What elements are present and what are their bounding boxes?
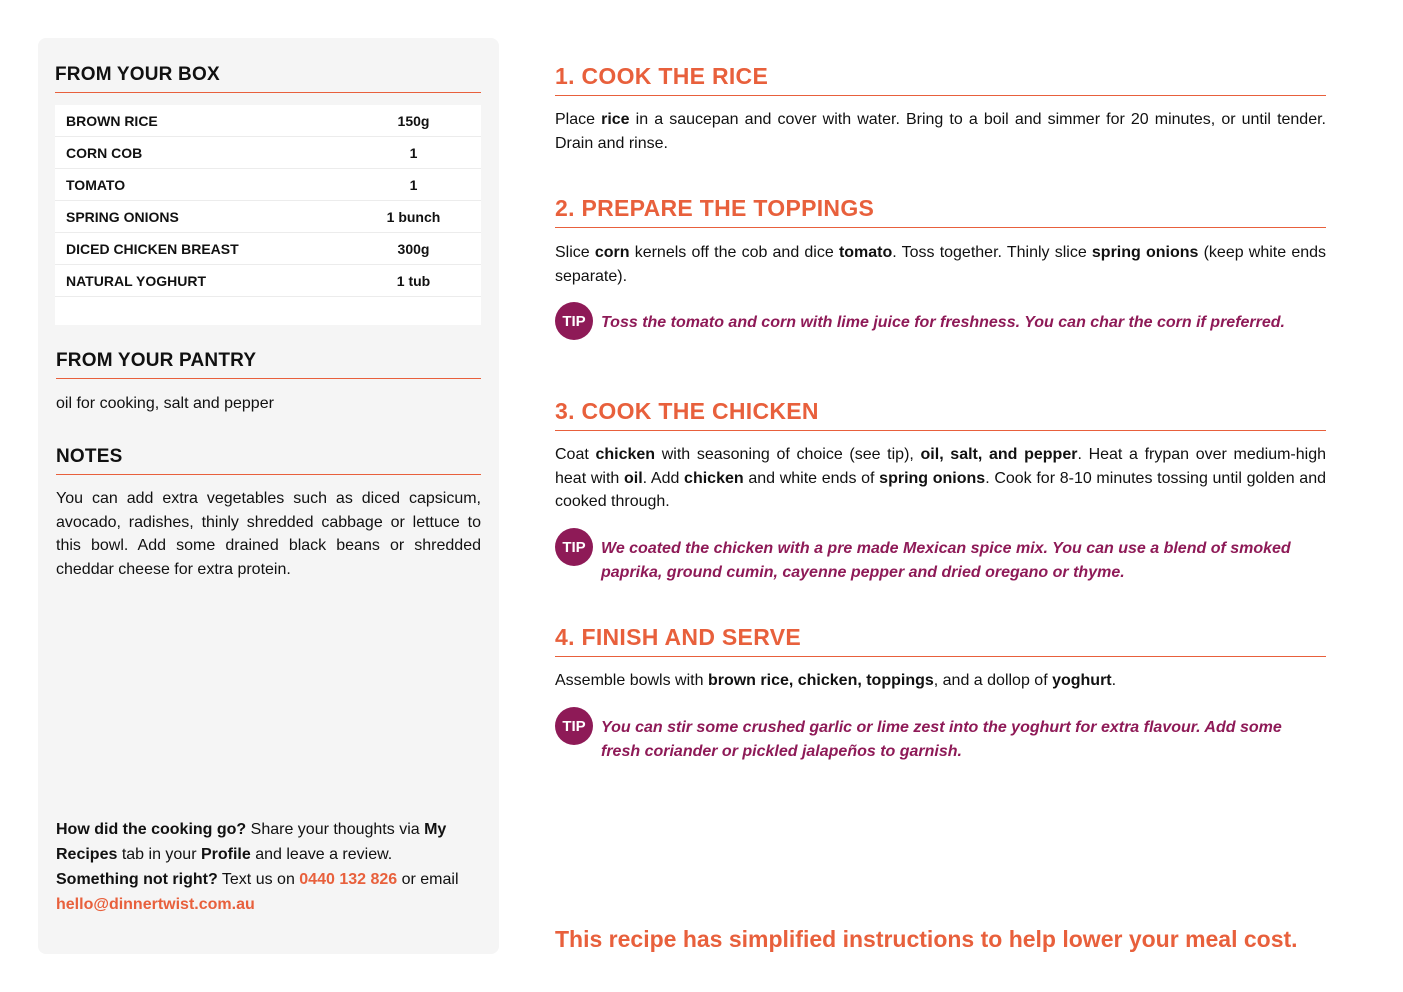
step-2-text (555, 241, 1326, 288)
notes-text: You can add extra vegetables such as diced capsicum, avocado, radishes, thinly shredded cabbage or lettuce to this bowl. Add some drained black beans or shredded cheddar cheese for extra protein. (56, 490, 481, 578)
feedback-text-part: Text us on (217, 871, 300, 888)
table-row (55, 137, 481, 169)
step-text-part: in a saucepan and cover with water. Bring to a boil and simmer for 20 minutes, or until tender. Drain and rinse. (555, 111, 1326, 152)
ingredient-name: NATURAL YOGHURT (66, 272, 206, 289)
ingredient-name: TOMATO (66, 176, 126, 193)
feedback-text-part: and leave a review. (250, 846, 393, 863)
email-link[interactable]: hello@dinnertwist.com.au (56, 896, 255, 913)
step-text-part: and white ends of (743, 469, 880, 487)
step-ingredient: oil, salt, and pepper (920, 446, 1078, 463)
step-ingredient: oil (623, 469, 643, 487)
step-ingredient: spring onions (1091, 244, 1199, 261)
phone-link[interactable]: 0440 132 826 (299, 871, 398, 888)
step-text-part: . (1111, 672, 1117, 689)
step-ingredient: brown rice, chicken, toppings (707, 672, 934, 689)
step-1-text (555, 108, 1326, 155)
step-3-title: 3. COOK THE CHICKEN (555, 398, 1326, 431)
ingredient-qty: 1 tub (396, 272, 431, 289)
table-row (55, 201, 481, 233)
tip-badge: TIP (555, 302, 593, 340)
step-2-title: 2. PREPARE THE TOPPINGS (555, 195, 1326, 228)
step-3-text (555, 443, 1326, 514)
step-ingredient: rice (601, 111, 630, 128)
notes-heading: NOTES (56, 446, 481, 475)
step-text-part: kernels off the cob and dice (629, 244, 839, 261)
tip-badge: TIP (555, 528, 593, 566)
step-4-title: 4. FINISH AND SERVE (555, 624, 1326, 657)
step-2-tip: Toss the tomato and corn with lime juice for freshness. You can char the corn if preferred. (601, 314, 1285, 331)
step-ingredient: tomato (838, 244, 893, 261)
step-text-part: . Heat a frypan over medium-high heat with (555, 446, 1327, 487)
step-3-tip: We coated the chicken with a pre made Mexican spice mix. You can use a blend of smoked paprika, ground cumin, cayenne pepper and dried oregano or thyme. (601, 540, 1291, 581)
step-ingredient: yoghurt (1052, 672, 1112, 689)
step-ingredient: corn (594, 244, 630, 261)
feedback-text-part: tab in your (117, 846, 201, 863)
step-text-part: Slice (555, 244, 595, 261)
feedback-question: How did the cooking go? (56, 821, 247, 838)
step-text-part: . Toss together. Thinly slice (892, 244, 1092, 261)
ingredient-name: BROWN RICE (66, 112, 158, 129)
profile-label: Profile (200, 846, 251, 863)
problem-question: Something not right? (56, 871, 218, 888)
step-text-part: Coat (555, 446, 596, 463)
step-text-part: , and a dollop of (933, 672, 1053, 689)
from-your-box-heading: FROM YOUR BOX (55, 64, 481, 93)
pantry-text: oil for cooking, salt and pepper (56, 395, 274, 412)
ingredient-qty: 1 bunch (386, 208, 441, 225)
simplified-instructions-note: This recipe has simplified instructions to help lower your meal cost. (555, 926, 1298, 952)
ingredient-name: CORN COB (66, 144, 143, 161)
from-your-pantry-heading: FROM YOUR PANTRY (56, 350, 481, 379)
step-text-part: with seasoning of choice (see tip), (655, 446, 921, 463)
step-text-part: Assemble bowls with (555, 672, 708, 689)
table-row (55, 265, 481, 297)
feedback-text (56, 817, 481, 917)
step-1-title: 1. COOK THE RICE (555, 63, 1326, 96)
feedback-text-part: Share your thoughts via (246, 821, 425, 838)
step-ingredient: spring onions (879, 469, 986, 487)
step-text-part: (keep white ends separate). (555, 244, 1327, 285)
table-row (55, 105, 481, 137)
step-ingredient: chicken (684, 469, 744, 487)
step-ingredient: chicken (595, 446, 656, 463)
ingredient-qty: 1 (409, 176, 418, 193)
step-text-part: . Add (642, 469, 685, 487)
ingredient-name: DICED CHICKEN BREAST (66, 240, 239, 257)
step-4-text (555, 669, 1326, 693)
feedback-text-part: or email (397, 871, 459, 888)
ingredient-qty: 150g (397, 112, 430, 129)
table-row (55, 169, 481, 201)
tip-badge: TIP (555, 707, 593, 745)
box-ingredients-table (55, 105, 481, 325)
my-recipes-label: My Recipes (56, 821, 447, 863)
step-text-part: . Cook for 8-10 minutes tossing until golden and cooked through. (555, 469, 1326, 510)
ingredient-qty: 1 (409, 144, 418, 161)
step-text-part: Place (555, 111, 602, 128)
table-row (55, 233, 481, 265)
ingredients-panel (38, 38, 499, 954)
ingredient-name: SPRING ONIONS (66, 208, 179, 225)
step-4-tip: You can stir some crushed garlic or lime zest into the yoghurt for extra flavour. Add some fresh coriander or pickled jalapeños to garnish. (601, 719, 1282, 760)
ingredient-qty: 300g (397, 240, 430, 257)
